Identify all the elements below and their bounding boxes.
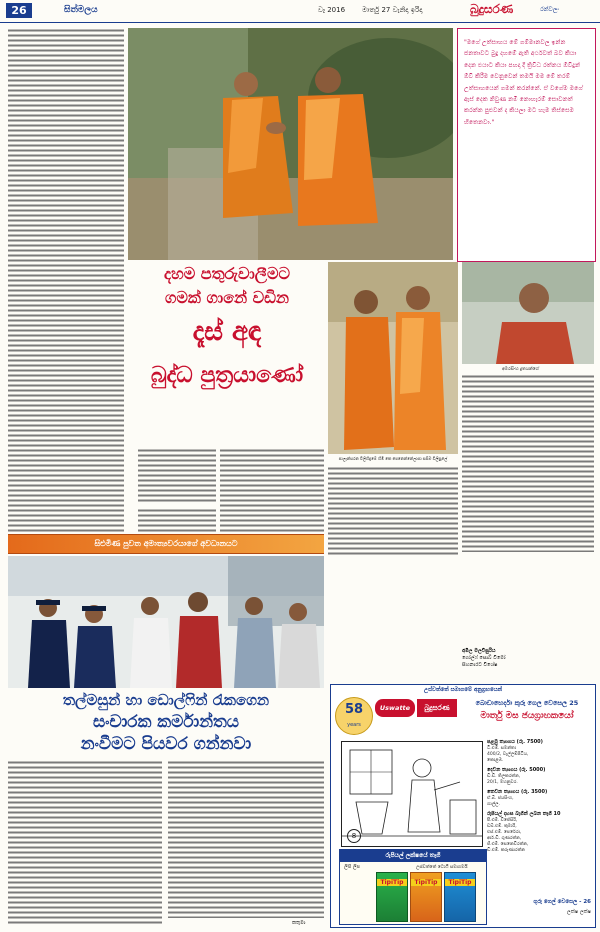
winner-line: ඩී.ඩී. තිලකරත්න, xyxy=(487,774,521,779)
contest-title-line-2: මාර්තු මස ජයග්‍රාහකයෝ xyxy=(480,711,574,721)
coupon-number: 8 xyxy=(347,829,361,843)
page-number: 26 xyxy=(6,3,32,18)
signature-line-1: අමිල මලවිසුරිය xyxy=(462,648,496,654)
prize-panel xyxy=(339,849,487,925)
sub-story-body-col2 xyxy=(168,760,324,918)
year: වෑ 2016 xyxy=(318,6,346,14)
contest-ad xyxy=(330,684,596,928)
signature-line-2: ගෝල්ෆ් සොබ් විමෝ xyxy=(462,655,506,661)
headline-line-2: ගමක් ගානේ වඩින xyxy=(164,288,290,307)
section-name: සිත්මලය xyxy=(64,5,98,15)
winner-prize: රුපියල් දහස බැගින් ලබන තෑගි 10 xyxy=(487,811,561,817)
headline-line-1: දහම පතුරුවාලීමට xyxy=(164,264,290,283)
article-body-col2 xyxy=(138,448,216,504)
winner-line: එස්.එම්. පෙරේරා, xyxy=(487,830,522,835)
pack-label: TipiTip xyxy=(411,879,441,886)
product-pack-1 xyxy=(376,872,408,922)
winner-prize: දෙවන ත්‍යාගය (රු. 5000) xyxy=(487,767,546,773)
man-portrait-photo xyxy=(462,262,594,364)
winner-line: පී.එම්. විජේසිරි, xyxy=(487,818,518,823)
signature-line-3: සිහනාරට විශේෂ xyxy=(462,662,498,668)
product-pack-2 xyxy=(410,872,442,922)
officials-illustration xyxy=(8,556,324,688)
badge-label: years xyxy=(347,722,361,728)
badge-years: 58 xyxy=(344,702,364,717)
puzzle-drawing xyxy=(341,741,483,847)
prize-panel-right-note: උස්වත්තේ ටොෆී සමාගමයි xyxy=(416,865,468,870)
page-header xyxy=(0,0,600,23)
headline-line-3: දෑස් අඳ xyxy=(192,317,262,347)
man-photo-caption: අමරසිංහ දූතයන්ගේ xyxy=(502,367,539,372)
winner-4 xyxy=(487,811,591,854)
winner-line: ගාල්ල. xyxy=(487,802,500,807)
two-monks-photo xyxy=(328,262,458,454)
next-contest-note: ගුරු ගෙල් වෙසෙල - 26 xyxy=(533,899,591,905)
officials-photo xyxy=(8,556,324,688)
prize-panel-left-note: ලිපි ලිප xyxy=(344,864,360,870)
sub-story-banner-text: සිළුමිණ පුවත අමාත්‍යවරයාගේ අවධානයට xyxy=(94,539,238,548)
next-contest-note-2: ලක්ෂ ලක්ෂ xyxy=(566,909,591,915)
winner-prize: තෙවන ත්‍යාගය (රු. 3500) xyxy=(487,789,548,795)
winner-1 xyxy=(487,739,591,764)
winner-line: ආර්.ඩී. ගුණරත්න, xyxy=(487,836,522,841)
winner-line: ඩී.එම්. කරුණාරත්න xyxy=(487,848,525,853)
winner-line: ජී.එම්. සෙනෙවිරත්න, xyxy=(487,842,529,847)
article-body-col1 xyxy=(8,28,124,534)
sub-headline-line-1: තල්මසුන් හා ඩොල්ෆින් රැකගෙන xyxy=(62,691,270,709)
contest-title-line-1: බොඩාභෙර්දා කුරු ගෙල වෙසෙල 25 xyxy=(475,699,579,707)
uswatte-logo: Uswatte xyxy=(375,699,415,717)
sub-story-banner xyxy=(8,534,324,554)
pack-label: TipiTip xyxy=(377,879,407,886)
headline-line-4: බුද්ධ පුත්‍රයාණෝ xyxy=(150,363,304,388)
man-illustration xyxy=(462,262,594,364)
sub-story-headline xyxy=(8,690,324,756)
quote-box xyxy=(457,28,596,262)
side-signature xyxy=(462,648,594,678)
two-monks-illustration xyxy=(328,262,458,454)
product-pack-3 xyxy=(444,872,476,922)
brand-name: බුදුසරණ xyxy=(470,2,514,16)
monks-illustration xyxy=(128,28,453,260)
winner-line: කොළඹ. xyxy=(487,758,504,763)
sub-headline-line-3: නංවීමට පියවර ගන්නවා xyxy=(80,734,252,754)
winner-line: ටී.එම්. සමන්තා xyxy=(487,746,517,751)
puzzle-illustration xyxy=(342,742,482,846)
winner-2 xyxy=(487,767,591,786)
issue-date: මාර්තු 27 වැනිදා ඉරිදා xyxy=(362,6,423,14)
brand-logo xyxy=(470,2,594,20)
contest-sponsor-line: උස්වත්තේ සමාගමේ අනුග්‍රහයෙන් xyxy=(423,687,503,693)
main-headline xyxy=(128,262,326,444)
monks-walking-photo xyxy=(128,28,453,260)
pack-label: TipiTip xyxy=(445,879,475,886)
winner-line: ඒ.බී. ජයසිංහ, xyxy=(487,796,514,801)
winner-prize: පළමු ත්‍යාගය (රු. 7500) xyxy=(487,739,543,745)
winner-line: 20/1, මහනුවර. xyxy=(487,780,518,785)
sub-headline-line-2: සංචාරක කර්මාන්තය xyxy=(92,712,240,732)
winners-list xyxy=(487,739,591,879)
prize-panel-title: රුපියල් ලක්ෂයේ තෑගි xyxy=(340,850,486,862)
winner-line: 400/2, වැල්ලම්පිටිය, xyxy=(487,752,529,757)
sub-story-byline: කතුමා xyxy=(292,920,306,926)
left-photo-caption: තලවුන්නේ උප ස්වාමීන් ගාල්ලේ xyxy=(8,926,56,930)
winner-3 xyxy=(487,789,591,808)
anniversary-badge xyxy=(335,697,373,735)
winner-line: ඩබ්.එම්. කුමාරි, xyxy=(487,824,517,829)
quote-text: "මගේ උත්සාහය මේ ගම්මානවල ඉන්න ජනතාවට බුදු දහමේ ඇති අර්ථවත් බව කියා දෙන එයාට කියා පහදා දී ත්‍රිවිධ රත්නය ඕවිදුන් ඕවි කිරීම වෙනුවෙන් තමයි මම මේ තරම් උත්සාහයෙන් ගමන් කරන්නේ. ඒ වගේම මගේ ඇස් දෙක නිවුණ නමි නොහැරම් සොවනත් කරන්න පුළුවන් ද කියලා මට හැම තිස්සෙම හිතෙනවා." xyxy=(464,39,583,126)
sub-story-body-col1 xyxy=(8,760,162,926)
two-monks-caption: පාලැන්සරන විලිහිඳුමේ හිමි කෙ පෙනෙන්නේලාපා සසිම විලිසුලේ xyxy=(338,456,448,461)
contest-mag-logo: බුදුසරණ xyxy=(417,699,457,717)
brand-subtitle: රන්වලං xyxy=(540,6,559,13)
article-body-col6 xyxy=(328,466,352,556)
article-body-col5 xyxy=(462,374,594,552)
